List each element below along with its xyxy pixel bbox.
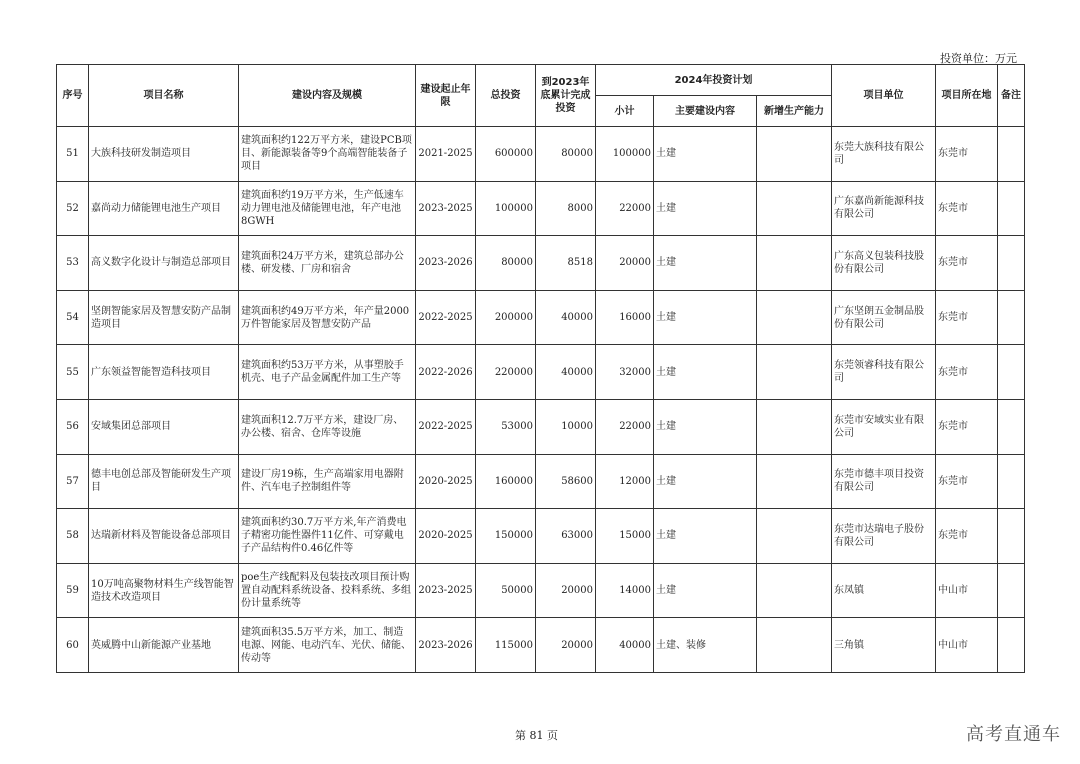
cell-name: 10万吨高聚物材料生产线智能智造技术改造项目 xyxy=(89,563,239,618)
cell-name: 嘉尚动力储能锂电池生产项目 xyxy=(89,181,239,236)
cell-completed: 8000 xyxy=(536,181,596,236)
header-main-content: 主要建设内容 xyxy=(654,96,757,127)
cell-main-content: 土建 xyxy=(654,236,757,291)
cell-seq: 56 xyxy=(57,399,89,454)
cell-note xyxy=(998,509,1025,564)
cell-name: 广东领益智能智造科技项目 xyxy=(89,345,239,400)
header-subtotal: 小计 xyxy=(596,96,654,127)
cell-seq: 58 xyxy=(57,509,89,564)
cell-note xyxy=(998,399,1025,454)
cell-subtotal: 32000 xyxy=(596,345,654,400)
header-name: 项目名称 xyxy=(89,65,239,127)
cell-name: 坚朗智能家居及智慧安防产品制造项目 xyxy=(89,290,239,345)
cell-name: 英威腾中山新能源产业基地 xyxy=(89,618,239,673)
cell-period: 2023-2026 xyxy=(416,618,476,673)
cell-note xyxy=(998,454,1025,509)
cell-unit: 东莞大族科技有限公司 xyxy=(832,127,936,182)
cell-completed: 58600 xyxy=(536,454,596,509)
header-capacity: 新增生产能力 xyxy=(757,96,832,127)
cell-location: 东莞市 xyxy=(936,454,998,509)
cell-location: 东莞市 xyxy=(936,127,998,182)
cell-subtotal: 40000 xyxy=(596,618,654,673)
cell-capacity xyxy=(757,618,832,673)
cell-period: 2023-2026 xyxy=(416,236,476,291)
cell-completed: 40000 xyxy=(536,345,596,400)
header-note: 备注 xyxy=(998,65,1025,127)
cell-seq: 53 xyxy=(57,236,89,291)
cell-period: 2023-2025 xyxy=(416,181,476,236)
cell-name: 德丰电创总部及智能研发生产项目 xyxy=(89,454,239,509)
header-location: 项目所在地 xyxy=(936,65,998,127)
cell-period: 2023-2025 xyxy=(416,563,476,618)
header-period: 建设起止年限 xyxy=(416,65,476,127)
table-row xyxy=(57,127,1025,182)
cell-capacity xyxy=(757,236,832,291)
cell-completed: 40000 xyxy=(536,290,596,345)
cell-name: 安域集团总部项目 xyxy=(89,399,239,454)
cell-completed: 10000 xyxy=(536,399,596,454)
cell-capacity xyxy=(757,290,832,345)
cell-content: 建筑面积约49万平方米，年产量2000万件智能家居及智慧安防产品 xyxy=(239,290,416,345)
cell-seq: 57 xyxy=(57,454,89,509)
header-plan2024: 2024年投资计划 xyxy=(596,65,832,96)
cell-unit: 东莞领睿科技有限公司 xyxy=(832,345,936,400)
cell-note xyxy=(998,345,1025,400)
cell-subtotal: 20000 xyxy=(596,236,654,291)
cell-period: 2022-2025 xyxy=(416,290,476,345)
header-seq: 序号 xyxy=(57,65,89,127)
cell-content: 建筑面积35.5万平方米，加工、制造电源、网能、电动汽车、光伏、储能、传动等 xyxy=(239,618,416,673)
cell-seq: 51 xyxy=(57,127,89,182)
cell-capacity xyxy=(757,454,832,509)
table-row xyxy=(57,345,1025,400)
cell-content: 建筑面积约19万平方米，生产低速车动力锂电池及储能锂电池，年产电池8GWH xyxy=(239,181,416,236)
cell-subtotal: 100000 xyxy=(596,127,654,182)
cell-completed: 20000 xyxy=(536,563,596,618)
cell-content: 建筑面积24万平方米，建筑总部办公楼、研发楼、厂房和宿舍 xyxy=(239,236,416,291)
cell-unit: 东莞市安域实业有限公司 xyxy=(832,399,936,454)
cell-main-content: 土建 xyxy=(654,127,757,182)
cell-subtotal: 12000 xyxy=(596,454,654,509)
cell-location: 东莞市 xyxy=(936,345,998,400)
header-content: 建设内容及规模 xyxy=(239,65,416,127)
cell-capacity xyxy=(757,509,832,564)
table-row xyxy=(57,236,1025,291)
cell-capacity xyxy=(757,181,832,236)
cell-completed: 80000 xyxy=(536,127,596,182)
header-unit: 项目单位 xyxy=(832,65,936,127)
cell-location: 中山市 xyxy=(936,618,998,673)
cell-seq: 60 xyxy=(57,618,89,673)
cell-main-content: 土建 xyxy=(654,290,757,345)
table-row xyxy=(57,618,1025,673)
cell-unit: 东凤镇 xyxy=(832,563,936,618)
cell-main-content: 土建 xyxy=(654,345,757,400)
unit-note: 投资单位：万元 xyxy=(940,52,1017,65)
cell-total: 115000 xyxy=(476,618,536,673)
cell-main-content: 土建 xyxy=(654,399,757,454)
cell-unit: 广东高义包装科技股份有限公司 xyxy=(832,236,936,291)
cell-capacity xyxy=(757,345,832,400)
cell-name: 高义数字化设计与制造总部项目 xyxy=(89,236,239,291)
cell-completed: 20000 xyxy=(536,618,596,673)
cell-main-content: 土建 xyxy=(654,563,757,618)
cell-subtotal: 22000 xyxy=(596,399,654,454)
cell-subtotal: 16000 xyxy=(596,290,654,345)
table-row xyxy=(57,181,1025,236)
cell-location: 东莞市 xyxy=(936,181,998,236)
cell-main-content: 土建 xyxy=(654,181,757,236)
cell-note xyxy=(998,290,1025,345)
cell-seq: 54 xyxy=(57,290,89,345)
cell-period: 2022-2026 xyxy=(416,345,476,400)
cell-period: 2022-2025 xyxy=(416,399,476,454)
cell-note xyxy=(998,236,1025,291)
page-number: 第 81 页 xyxy=(515,729,558,742)
cell-note xyxy=(998,181,1025,236)
cell-capacity xyxy=(757,399,832,454)
watermark: 高考直通车 xyxy=(966,724,1061,745)
table-row xyxy=(57,290,1025,345)
cell-location: 东莞市 xyxy=(936,509,998,564)
cell-total: 220000 xyxy=(476,345,536,400)
table-body xyxy=(57,127,1025,673)
cell-unit: 东莞市德丰项目投资有限公司 xyxy=(832,454,936,509)
cell-period: 2020-2025 xyxy=(416,454,476,509)
table-row xyxy=(57,399,1025,454)
cell-capacity xyxy=(757,127,832,182)
header-completed: 到2023年底累计完成投资 xyxy=(536,65,596,127)
cell-main-content: 土建、装修 xyxy=(654,618,757,673)
cell-name: 大族科技研发制造项目 xyxy=(89,127,239,182)
table-row xyxy=(57,454,1025,509)
table-row xyxy=(57,563,1025,618)
cell-content: 建筑面积约30.7万平方米,年产消费电子精密功能性器件11亿件、可穿戴电子产品结构件0.46亿件等 xyxy=(239,509,416,564)
cell-total: 53000 xyxy=(476,399,536,454)
project-table xyxy=(56,64,1025,673)
cell-unit: 广东嘉尚新能源科技有限公司 xyxy=(832,181,936,236)
cell-total: 50000 xyxy=(476,563,536,618)
cell-content: 建筑面积约122万平方米，建设PCB项目、新能源装备等9个高端智能装备子项目 xyxy=(239,127,416,182)
cell-subtotal: 15000 xyxy=(596,509,654,564)
cell-total: 100000 xyxy=(476,181,536,236)
cell-note xyxy=(998,563,1025,618)
cell-location: 东莞市 xyxy=(936,399,998,454)
cell-subtotal: 14000 xyxy=(596,563,654,618)
cell-main-content: 土建 xyxy=(654,454,757,509)
cell-content: poe生产线配料及包装技改项目预计购置自动配料系统设备、投料系统、多组份计量系统等 xyxy=(239,563,416,618)
cell-completed: 8518 xyxy=(536,236,596,291)
cell-content: 建筑面积12.7万平方米，建设厂房、办公楼、宿舍、仓库等设施 xyxy=(239,399,416,454)
cell-note xyxy=(998,618,1025,673)
cell-content: 建筑面积约53万平方米，从事塑胶手机壳、电子产品金属配件加工生产等 xyxy=(239,345,416,400)
cell-location: 东莞市 xyxy=(936,290,998,345)
cell-completed: 63000 xyxy=(536,509,596,564)
cell-capacity xyxy=(757,563,832,618)
cell-unit: 东莞市达瑞电子股份有限公司 xyxy=(832,509,936,564)
cell-unit: 广东坚朗五金制品股份有限公司 xyxy=(832,290,936,345)
cell-location: 中山市 xyxy=(936,563,998,618)
cell-location: 东莞市 xyxy=(936,236,998,291)
cell-seq: 52 xyxy=(57,181,89,236)
cell-total: 150000 xyxy=(476,509,536,564)
cell-note xyxy=(998,127,1025,182)
cell-seq: 55 xyxy=(57,345,89,400)
header-total: 总投资 xyxy=(476,65,536,127)
cell-seq: 59 xyxy=(57,563,89,618)
cell-name: 达瑞新材料及智能设备总部项目 xyxy=(89,509,239,564)
cell-content: 建设厂房19栋，生产高端家用电器附件、汽车电子控制组件等 xyxy=(239,454,416,509)
table-row xyxy=(57,509,1025,564)
cell-subtotal: 22000 xyxy=(596,181,654,236)
cell-total: 200000 xyxy=(476,290,536,345)
cell-total: 80000 xyxy=(476,236,536,291)
cell-total: 600000 xyxy=(476,127,536,182)
cell-main-content: 土建 xyxy=(654,509,757,564)
cell-total: 160000 xyxy=(476,454,536,509)
cell-period: 2021-2025 xyxy=(416,127,476,182)
cell-period: 2020-2025 xyxy=(416,509,476,564)
cell-unit: 三角镇 xyxy=(832,618,936,673)
